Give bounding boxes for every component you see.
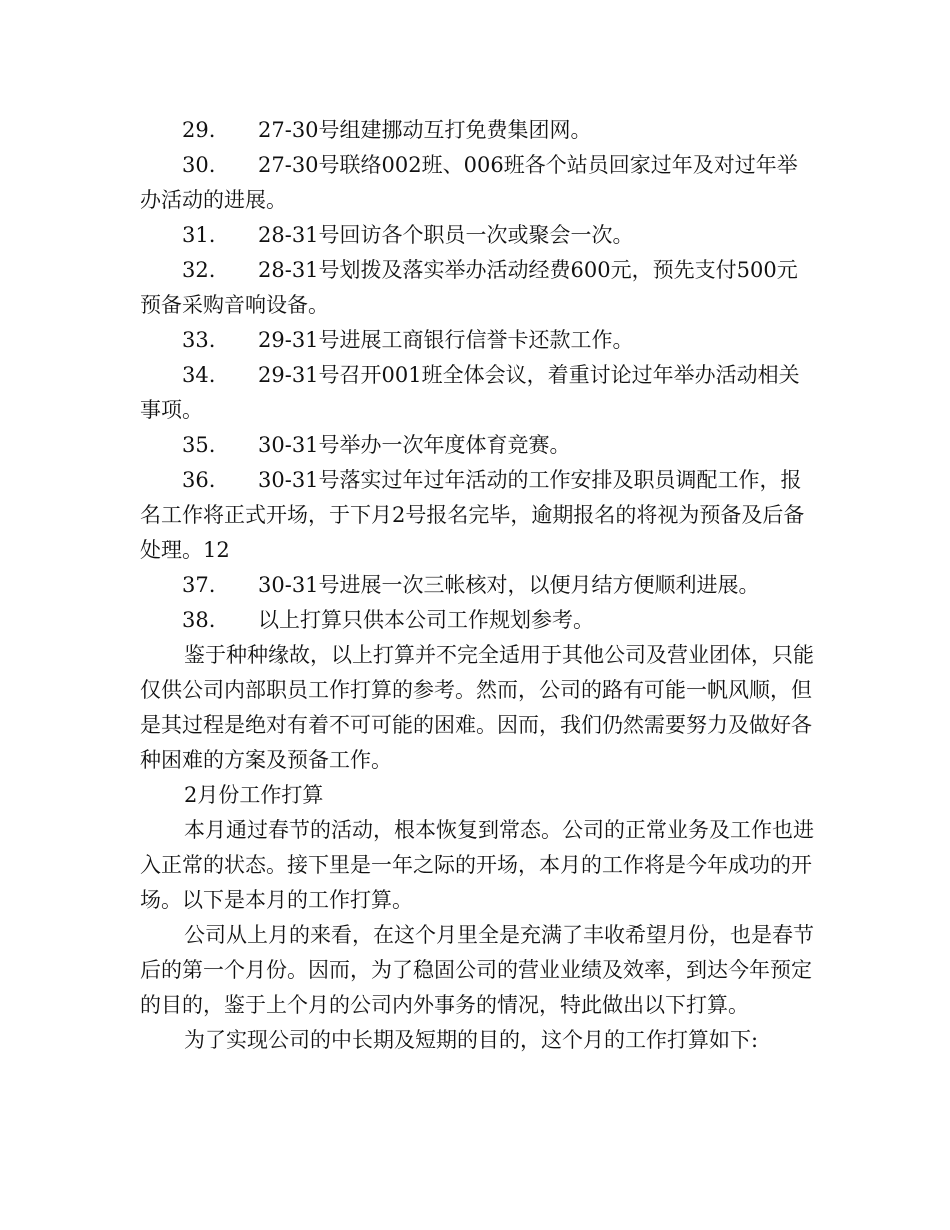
list-item (140, 323, 816, 358)
list-item (140, 358, 816, 428)
paragraph: 为了实现公司的中长期及短期的目的，这个月的工作打算如下: (184, 1028, 759, 1052)
list-item (140, 568, 816, 603)
list-item-text: 28-31号回访各个职员一次或聚会一次。 (258, 223, 634, 247)
list-item-number: 35. (182, 433, 216, 457)
list-item-text: 29-31号进展工商银行信誉卡还款工作。 (258, 328, 634, 352)
paragraph: 鉴于种种缘故，以上打算并不完全适用于其他公司及营业团体，只能仅供公司内部职员工作打算的参考。然而，公司的路有可能一帆风顺，但是其过程是绝对有着不可可能的困难。因而，我们仍然需要努力及做好各种困难的方案及预备工作。 (140, 643, 814, 772)
paragraph: 本月通过春节的活动，根本恢复到常态。公司的正常业务及工作也进入正常的状态。接下里是一年之际的开场，本月的工作将是今年成功的开场。以下是本月的工作打算。 (140, 818, 814, 912)
list-item-number: 38. (182, 608, 216, 632)
list-item-text: 27-30号组建挪动互打免费集团网。 (258, 118, 592, 142)
list-item-text: 30-31号进展一次三帐核对，以便月结方便顺利进展。 (258, 573, 760, 597)
list-item-number: 32. (182, 258, 216, 282)
list-item-number: 34. (182, 363, 216, 387)
list-item-number: 33. (182, 328, 216, 352)
list-item-number: 29. (182, 118, 216, 142)
list-item-number: 30. (182, 153, 216, 177)
list-item-text: 30-31号落实过年过年活动的工作安排及职员调配工作，报名工作将正式开场，于下月2号报名完毕，逾期报名的将视为预备及后备处理。12 (140, 468, 805, 562)
list-item (140, 463, 816, 568)
list-item (140, 428, 816, 463)
list-item-text: 以上打算只供本公司工作规划参考。 (258, 608, 594, 632)
list-item (140, 218, 816, 253)
list-item-text: 28-31号划拨及落实举办活动经费600元，预先支付500元预备采购音响设备。 (140, 258, 798, 317)
list-item (140, 253, 816, 323)
list-item-text: 27-30号联络002班、006班各个站员回家过年及对过年举办活动的进展。 (140, 153, 798, 212)
list-item (140, 113, 816, 148)
list-item-number: 31. (182, 223, 216, 247)
document-body (140, 113, 816, 1058)
list-item-text: 30-31号举办一次年度体育竞赛。 (258, 433, 571, 457)
list-item-number: 37. (182, 573, 216, 597)
list-item (140, 603, 816, 638)
paragraph: 公司从上月的来看，在这个月里全是充满了丰收希望月份，也是春节后的第一个月份。因而，为了稳固公司的营业业绩及效率，到达今年预定的目的，鉴于上个月的公司内外事务的情况，特此做出以下打算。 (140, 923, 814, 1017)
list-item-text: 29-31号召开001班全体会议，着重讨论过年举办活动相关事项。 (140, 363, 800, 422)
list-item (140, 148, 816, 218)
section-heading: 2月份工作打算 (184, 783, 324, 807)
list-item-number: 36. (182, 468, 216, 492)
